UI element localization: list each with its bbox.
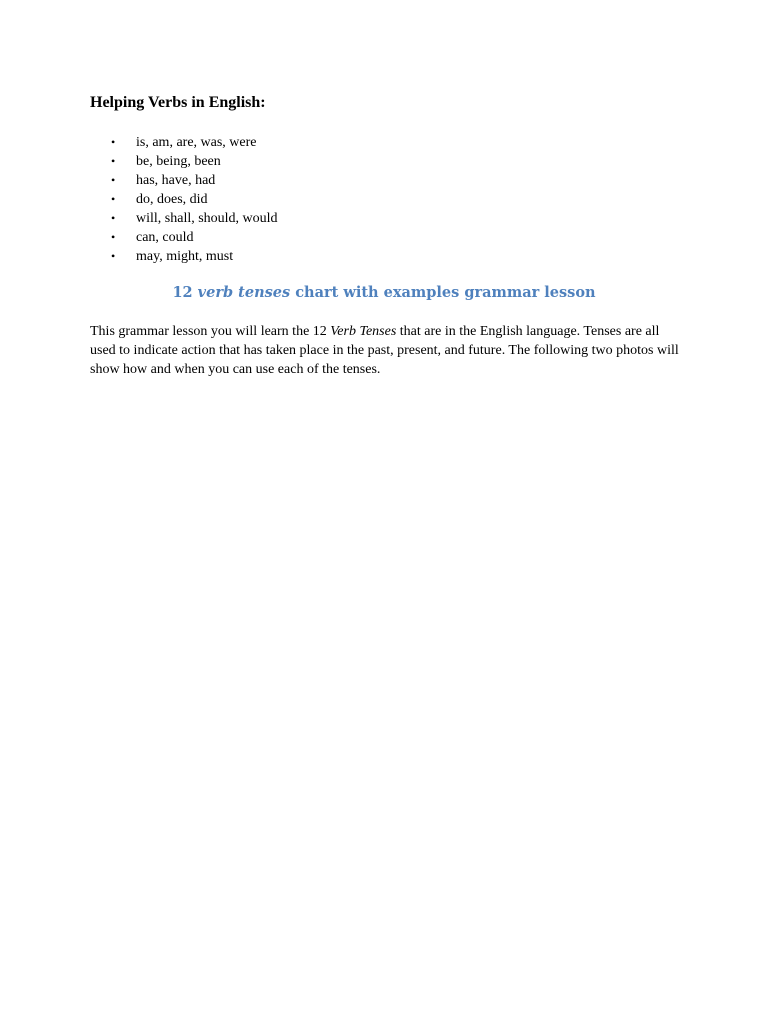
list-item <box>90 171 278 190</box>
paragraph-text-start: This grammar lesson you will learn the 12 <box>90 324 331 339</box>
bullet-icon: • <box>111 192 116 206</box>
bullet-icon: • <box>111 173 116 187</box>
list-item <box>90 152 278 171</box>
list-item-text: may, might, must <box>136 249 234 264</box>
bullet-icon: • <box>111 230 116 244</box>
subtitle-italic-text: verb tenses <box>197 284 291 301</box>
bullet-icon: • <box>111 249 116 263</box>
list-item <box>90 228 278 247</box>
lesson-paragraph <box>90 322 680 379</box>
list-item-text: has, have, had <box>136 173 216 188</box>
section-heading: Helping Verbs in English: <box>90 94 266 111</box>
list-item-text: be, being, been <box>136 154 221 169</box>
list-item-text: can, could <box>136 230 194 245</box>
bullet-icon: • <box>111 211 116 225</box>
helping-verbs-list <box>90 133 278 266</box>
paragraph-italic-text: Verb Tenses <box>330 324 397 339</box>
paragraph-text-end: that are in the English language. Tenses are all used to indicate action that has taken place in the past, present, and future. The following two photos will show how and when you can use each of the tenses. <box>90 324 679 377</box>
subtitle-text-end: chart with examples grammar lesson <box>290 284 596 301</box>
list-item <box>90 247 278 266</box>
list-item <box>90 209 278 228</box>
subtitle-text-start: 12 <box>172 284 198 301</box>
bullet-icon: • <box>111 154 116 168</box>
list-item <box>90 190 278 209</box>
bullet-icon: • <box>111 135 116 149</box>
lesson-subtitle <box>0 283 768 303</box>
list-item-text: will, shall, should, would <box>136 211 278 226</box>
list-item-text: is, am, are, was, were <box>136 135 257 150</box>
list-item-text: do, does, did <box>136 192 208 207</box>
list-item <box>90 133 278 152</box>
